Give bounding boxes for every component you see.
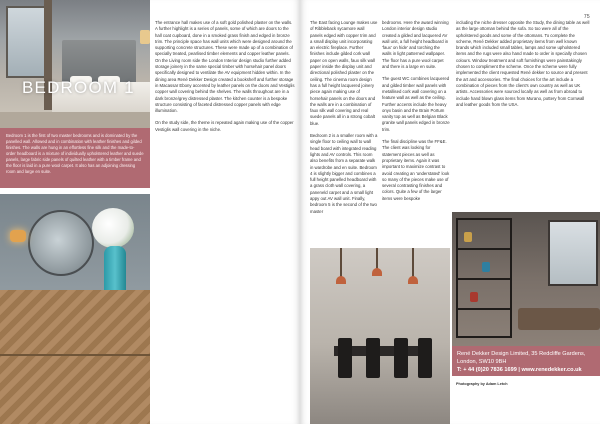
- pendant-shade: [408, 276, 418, 284]
- shelf-ornament: [470, 292, 478, 302]
- window: [6, 6, 46, 78]
- right-page-text-column-3: [456, 20, 590, 114]
- paragraph: The entrance hall makes use of a soft gold polished plaster on the walls. A further highlight is a series of panels, some of which are doors to the hall coat cupboard, done in a smoked grass finish and edged in bronze trim. The principle space has wall units which were designed around the supporting concrete structures. These were made up of a combination of specially treated, pearlised timber elements and copper leather panels. On the Living room side the London Interior design studio further added storage joinery in the same special timber with horsehair panel doors specifically designed to ventilate the AV equipment hidden within. In the dining area René Dekker Design created a bookshelf and further storage in Macassar Ebony accented by leather panels on the doors and Vestiglis copper wall covering behind the shelves. The walls throughout are in a dark bronze/grey distressed plaster. The kitchen counter is a bespoke structure consisting of faceted distressed copper panels with edge illumination.: [155, 20, 295, 114]
- caption-text: Bedroom 1 is the first of two master bedrooms and is dominated by the panelled wall. Allowed and in combination with leather finishes and gilded finishes. The walls are hung in an effortless fine silk and the made-to-order headboard is a mixture of individually upholstered leather and suede panels, large fabric side panels of quilted leather with a timber frame and the floor is laid in a pure wool carpet. It also has an adjoining dressing room and large en suite.: [6, 133, 144, 174]
- paragraph: bedrooms. Here the award winning London interior design studio created a gilded and lacquered AV wall unit, a full height headboard in 'faux' on hide' and torching the walls in light patterned wallpaper. The floor has a pure wool carpet and there is a large en suite.: [382, 20, 449, 70]
- right-page-text-column-2: [382, 20, 450, 208]
- section-title: BEDROOM 1: [22, 78, 135, 97]
- dining-chair: [394, 338, 408, 378]
- shelf-ornament: [464, 232, 472, 242]
- shelf-ornament: [482, 262, 490, 272]
- round-mirror: [28, 210, 94, 276]
- window: [548, 220, 598, 286]
- contact-address: René Dekker Design Limited, 35 Redcliffe Gardens, London, SW10 9BH: [457, 351, 586, 365]
- pendant-shade: [336, 276, 346, 284]
- caption-box: [0, 128, 150, 188]
- paragraph: On the study side, the theme is repeated again making use of the copper Vestiglis wall covering in the niche.: [155, 120, 294, 132]
- wall-sconce: [10, 230, 26, 242]
- bedside-lamp: [140, 30, 150, 44]
- rug: [0, 112, 150, 128]
- contact-phone-web: T: + 44 (0)20 7836 1699 | www.renedekker.co.uk: [457, 367, 582, 373]
- paragraph: Bedroom 2 is a smaller room with a single floor to ceiling wall to wall head board with integrated reading lights and AV controls. This room also benefits from a separate walk in wardrobe and en suite. Bedroom 4 is slightly bigger and combines a full height panelled headboard with a grass cloth wall covering, a paneneld carpet and a small light appy out AV wall unit. Finally, bedroom 5 is the second of the two master: [310, 133, 378, 214]
- pendant-cord: [412, 248, 414, 278]
- dining-chair: [338, 338, 352, 378]
- contact-box: [452, 346, 600, 376]
- paragraph: The guest WC combines lacquered and gilded timber wall panels with metallised cork wall covering on a feature wall as well as the ceiling. Further accents include the heavy onyx basin and the Brain Portum vanity top as well as Belgian Black granite wall panels edged in bronze trim.: [382, 76, 450, 132]
- turquoise-vase: [104, 246, 126, 296]
- dining-room-photo: [310, 248, 450, 424]
- left-page-text-column: [155, 20, 295, 139]
- sofa: [518, 308, 600, 330]
- dining-chair: [366, 338, 380, 378]
- paragraph: The final discipline was the FF&E. The client was looking for statement pieces as well as proprietary items. Again it was important to maximize contrast to avoid creating an 'understated' look so many of the pieces make use of several contrasting finishes and colors. Quite a few of the larger items were bespoke: [382, 139, 450, 201]
- flower-arrangement: [92, 208, 134, 248]
- photo-credit: Photography by Adam Letch: [456, 382, 508, 386]
- page-number: 75: [583, 14, 590, 20]
- pendant-cord: [340, 248, 342, 278]
- paragraph: including the niche dresser opposite the Study, the dining table as well as the large ottoman behind the sofa. So too were all of the upholstered goods and some of the ottomans. To complete the scheme, René Dekker added proprietary items from well known brands which included small tables, lamps and some upholstered items and the rugs were also hand made to order in specially chosen colours. Window treatment and soft furnishings were painstakingly chosen to compliment the scheme. Once the scheme were fully implemented the client requested René dekker to source and present the art and accessories. The final choices for the art include a combination of pieces from the client's own country as well as UK artists. Accessories were sourced locally as well as from abroad to include hand blown glass items from Murano, pottery from Cornwall and leather goods from the USA.: [456, 20, 590, 107]
- bedroom-hero-photo: [0, 0, 150, 128]
- living-room-photo: [452, 212, 600, 346]
- chevron-cabinet: [0, 290, 150, 424]
- right-page-text-column-1: [310, 20, 378, 221]
- pendant-shade: [372, 268, 382, 276]
- right-page: [300, 0, 600, 424]
- pendant-cord: [376, 248, 378, 270]
- dining-chair: [418, 338, 432, 378]
- paragraph: The East facing Lounge makes use of Ribbleback sycamore wall panels edged with copper trim and a small display unit incorporating an electric fireplace. Further finishes include gilded cork wall paper on open walls, faux silk wall paper inside the display unit and directional polished plaster on the ceiling. The cinema room design has a full height lacquered joinery piece again making use of horsehair panels on the doors and the walls are in a combination of faux silk wall covering and real suede panels all in a strong cobalt blue.: [310, 20, 378, 126]
- dresser-photo: [0, 194, 150, 424]
